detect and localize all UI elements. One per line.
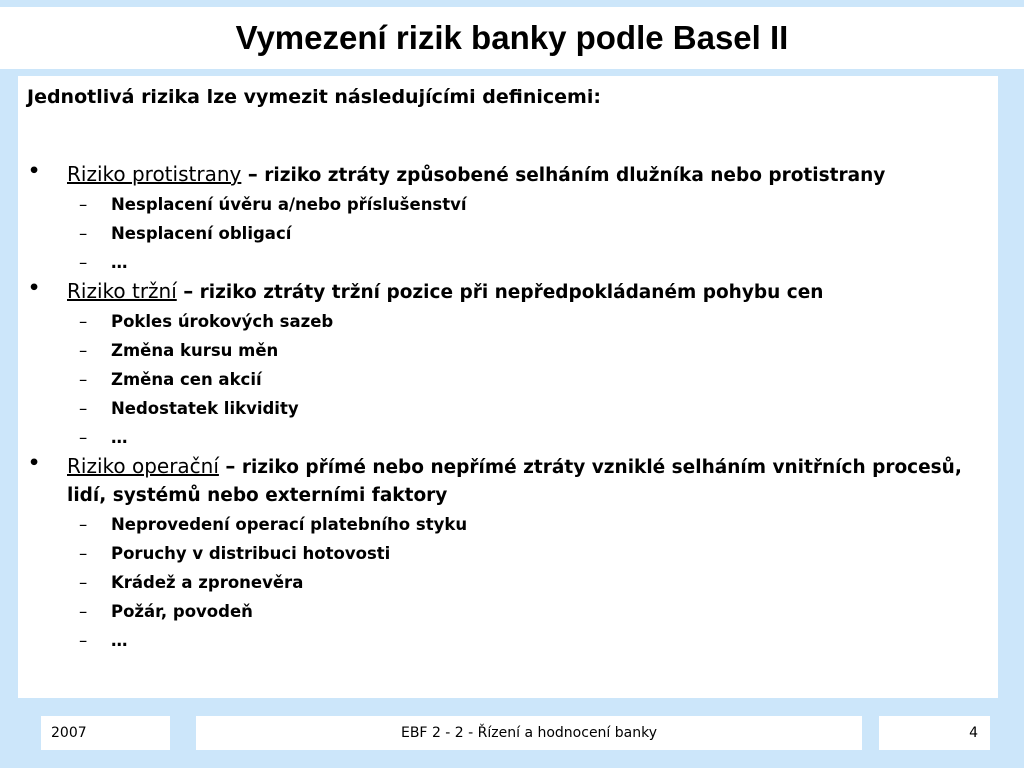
sub-item	[67, 510, 998, 539]
risk-definition: riziko ztráty způsobené selháním dlužníka nebo protistrany	[264, 165, 886, 186]
dash-icon: –	[79, 399, 88, 418]
sub-item-label: Pokles úrokových sazeb	[111, 312, 334, 331]
footer-date-text: 2007	[51, 725, 87, 741]
sub-item	[67, 539, 998, 568]
sub-item	[67, 568, 998, 597]
sub-item	[67, 597, 998, 626]
bullet-icon: •	[28, 452, 41, 474]
sub-item-label: Krádež a zpronevěra	[111, 573, 304, 592]
sub-item	[67, 394, 998, 423]
sub-item-label: …	[111, 428, 128, 447]
sub-item	[67, 365, 998, 394]
sub-item	[67, 423, 998, 452]
dash-icon: –	[79, 253, 88, 272]
risk-separator: –	[225, 454, 236, 478]
dash-icon: –	[79, 544, 88, 563]
content-area	[18, 76, 998, 698]
bullet-icon: •	[28, 277, 41, 299]
footer-date	[41, 716, 170, 750]
sub-item	[67, 248, 998, 277]
dash-icon: –	[79, 602, 88, 621]
dash-icon: –	[79, 195, 88, 214]
dash-icon: –	[79, 224, 88, 243]
risk-separator: –	[247, 162, 258, 186]
risk-list	[18, 160, 998, 655]
risk-definition: riziko ztráty tržní pozice při nepředpokládaném pohybu cen	[199, 282, 824, 303]
risk-term: Riziko protistrany	[67, 162, 242, 186]
risk-sublist	[67, 307, 998, 452]
sub-item-label: Změna cen akcií	[111, 370, 262, 389]
risk-item	[18, 452, 998, 655]
risk-item	[18, 277, 998, 452]
sub-item-label: Poruchy v distribuci hotovosti	[111, 544, 391, 563]
footer-page-number	[879, 716, 990, 750]
footer-title	[196, 716, 862, 750]
risk-heading	[67, 160, 998, 190]
risk-heading	[67, 277, 998, 307]
bullet-icon: •	[28, 160, 41, 182]
sub-item	[67, 219, 998, 248]
slide-title: Vymezení rizik banky podle Basel II	[235, 19, 789, 56]
dash-icon: –	[79, 312, 88, 331]
sub-item-label: Nedostatek likvidity	[111, 399, 299, 418]
sub-item-label: Změna kursu měn	[111, 341, 279, 360]
dash-icon: –	[79, 631, 88, 650]
dash-icon: –	[79, 573, 88, 592]
dash-icon: –	[79, 341, 88, 360]
risk-definition: riziko přímé nebo nepřímé ztráty vzniklé selháním vnitřních procesů, lidí, systémů nebo externími faktory	[67, 457, 962, 506]
risk-sublist	[67, 510, 998, 655]
page-number-text: 4	[969, 725, 978, 741]
dash-icon: –	[79, 370, 88, 389]
sub-item-label: …	[111, 631, 128, 650]
sub-item	[67, 190, 998, 219]
footer-title-text: EBF 2 - 2 - Řízení a hodnocení banky	[400, 725, 657, 741]
dash-icon: –	[79, 428, 88, 447]
sub-item-label: Požár, povodeň	[111, 602, 253, 621]
risk-term: Riziko tržní	[67, 279, 177, 303]
risk-separator: –	[183, 279, 194, 303]
risk-term: Riziko operační	[67, 454, 219, 478]
sub-item	[67, 336, 998, 365]
risk-sublist	[67, 190, 998, 277]
sub-item	[67, 307, 998, 336]
sub-item-label: Nesplacení úvěru a/nebo příslušenství	[111, 195, 467, 214]
dash-icon: –	[79, 515, 88, 534]
risk-heading	[67, 452, 998, 510]
title-bar	[0, 7, 1024, 69]
sub-item-label: …	[111, 253, 128, 272]
intro-text: Jednotlivá rizika lze vymezit následujícími definicemi:	[27, 86, 601, 108]
sub-item-label: Nesplacení obligací	[111, 224, 292, 243]
sub-item	[67, 626, 998, 655]
sub-item-label: Neprovedení operací platebního styku	[111, 515, 468, 534]
risk-item	[18, 160, 998, 277]
